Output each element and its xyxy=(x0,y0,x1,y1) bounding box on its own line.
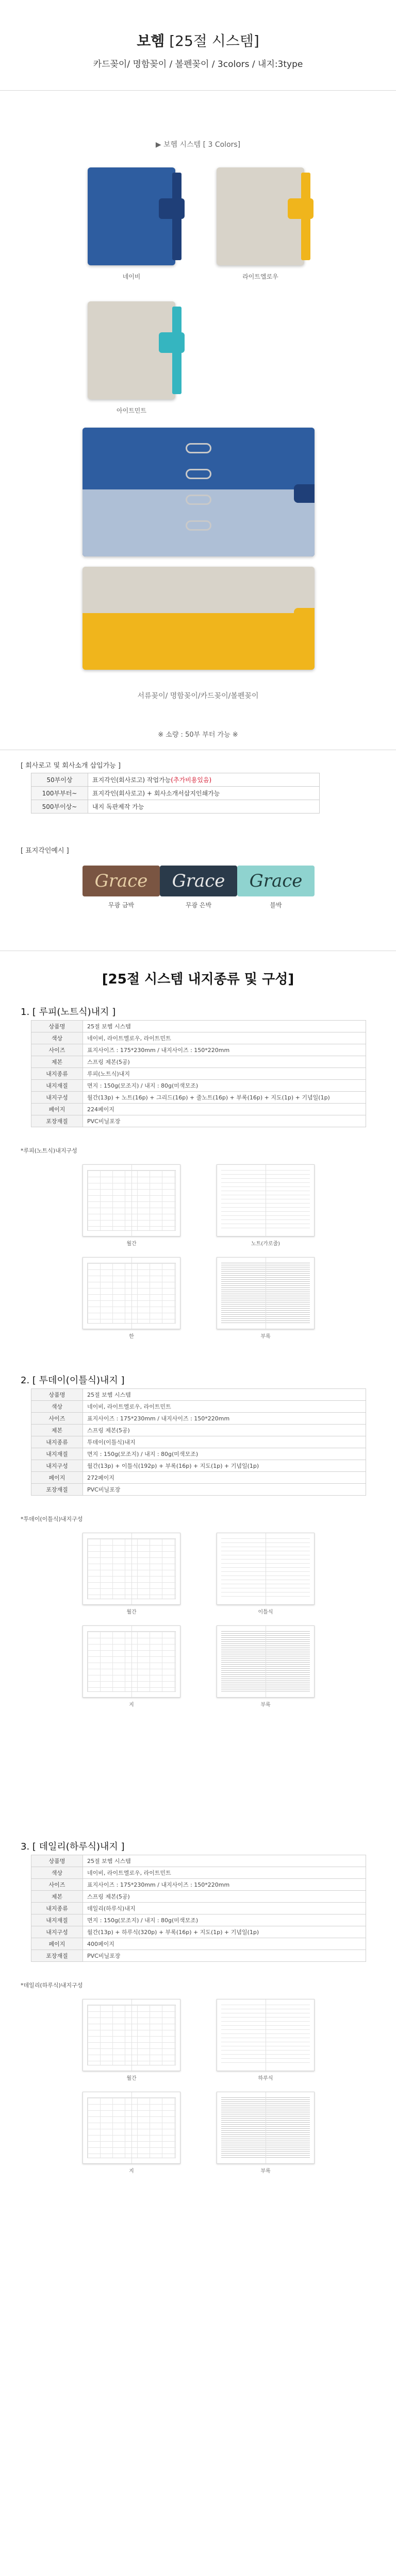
page-thumb-appendix xyxy=(217,1625,315,1698)
spec-key: 내지구성 xyxy=(31,1092,83,1104)
open-yellow-image xyxy=(82,567,315,670)
spec-value: 스프링 제본(5공) xyxy=(83,1891,366,1903)
logo-section-label: [ 회사로고 및 회사소개 삽입가능 ] xyxy=(21,762,121,770)
engrave-caption-black: 블박 xyxy=(270,902,282,909)
table-row xyxy=(31,1436,366,1448)
table-row xyxy=(31,1080,366,1092)
yellow-swatch xyxy=(217,167,304,265)
spec-key: 색상 xyxy=(31,1401,83,1413)
min-order-note: ※ 소량 : 50부 부터 가능 ※ xyxy=(158,731,238,739)
qty-cell: 50부이상 xyxy=(31,773,88,787)
table-row xyxy=(31,1914,366,1926)
spec-value: 표지사이즈 : 175*230mm / 내지사이즈 : 150*220mm xyxy=(83,1879,366,1891)
swatch-caption-mint: 아이트민트 xyxy=(117,407,146,414)
spec-value: 272페이지 xyxy=(83,1472,366,1484)
spec-key: 내지종류 xyxy=(31,1068,83,1080)
table-row xyxy=(31,1104,366,1115)
strap xyxy=(159,332,185,353)
table-row xyxy=(31,1032,366,1044)
spec-value: 네이비, 라이트엘로우, 라이트민트 xyxy=(83,1032,366,1044)
strap xyxy=(288,198,314,219)
pocket xyxy=(82,613,199,670)
diagram-label: *루피(노트식)내지구성 xyxy=(21,1147,77,1154)
thumb-caption: 지 xyxy=(129,2168,134,2174)
diagram-label: *데일리(하루식)내지구성 xyxy=(21,1982,83,1989)
spec-key: 사이즈 xyxy=(31,1044,83,1056)
page-fold xyxy=(131,1165,132,1236)
thumb-caption: 한 xyxy=(129,1334,134,1340)
desc-cell: 내지 독판제작 가능 xyxy=(88,800,320,814)
table-row xyxy=(31,1044,366,1056)
tab xyxy=(294,608,315,626)
spec-value: 표지사이즈 : 175*230mm / 내지사이즈 : 150*220mm xyxy=(83,1413,366,1425)
engrave-black: Grace xyxy=(237,866,315,896)
mint-swatch xyxy=(88,301,175,399)
table-row xyxy=(31,1068,366,1080)
spec-table xyxy=(31,1855,366,1962)
table-row xyxy=(31,773,320,787)
spec-key: 내지재질 xyxy=(31,1914,83,1926)
ring xyxy=(186,469,211,479)
qty-cell: 500부이상~ xyxy=(31,800,88,814)
spec-key: 페이지 xyxy=(31,1938,83,1950)
table-row xyxy=(31,787,320,800)
spec-key: 상품명 xyxy=(31,1021,83,1032)
title-sub: [25절 시스템] xyxy=(169,32,259,49)
colors-label: ▶ 보헴 시스템 [ 3 Colors] xyxy=(155,141,241,149)
page-thumb-monthly xyxy=(82,1164,180,1236)
desc-text: 표지각인(회사로고) 작업가능 xyxy=(92,776,171,784)
spec-value: 표지사이즈 : 175*230mm / 내지사이즈 : 150*220mm xyxy=(83,1044,366,1056)
spec-key: 색상 xyxy=(31,1032,83,1044)
spec-key: 내지구성 xyxy=(31,1926,83,1938)
swatch-caption-navy: 네이비 xyxy=(122,273,141,280)
spec-key: 포장재질 xyxy=(31,1115,83,1127)
table-row xyxy=(31,1425,366,1436)
divider xyxy=(0,90,396,91)
title-main: 보헴 xyxy=(137,32,165,49)
spec-value: 월간(13p) + 하루식(320p) + 부록(16p) + 지도(1p) + 기념일(1p) xyxy=(83,1926,366,1938)
page-thumb-daily xyxy=(217,1999,315,2071)
page-thumb-appendix xyxy=(217,2092,315,2164)
thumb-caption: 하루식 xyxy=(258,2076,273,2081)
table-row xyxy=(31,1021,366,1032)
thumb-caption: 부록 xyxy=(260,1334,271,1340)
thumb-caption: 월간 xyxy=(126,2076,137,2081)
table-row xyxy=(31,800,320,814)
spec-value: 루피(노트식)내지 xyxy=(83,1068,366,1080)
thumb-caption: 지 xyxy=(129,1702,134,1708)
page-subtitle: 카드꽂이/ 명함꽂이 / 볼펜꽂이 / 3colors / 내지:3type xyxy=(93,59,303,70)
spec-value: 면지 : 150g(모조지) / 내지 : 80g(미색모조) xyxy=(83,1080,366,1092)
spec-key: 내지종류 xyxy=(31,1903,83,1914)
spec-key: 내지재질 xyxy=(31,1080,83,1092)
engrave-caption-gold: 무광 금박 xyxy=(108,902,135,909)
desc-cell: 표지각인(회사로고) + 회사소개서삽지인쇄가능 xyxy=(88,787,320,800)
engrave-caption-silver: 무광 은박 xyxy=(185,902,212,909)
thumb-caption: 부록 xyxy=(260,1702,271,1708)
table-row xyxy=(31,1879,366,1891)
inner-pages-heading: [25절 시스템 내지종류 및 구성] xyxy=(102,972,294,987)
spec-key: 제본 xyxy=(31,1425,83,1436)
diagram-label: *투데이(이틀식)내지구성 xyxy=(21,1516,83,1522)
page-title xyxy=(0,30,396,50)
spec-value: 25절 보헴 시스템 xyxy=(83,1389,366,1401)
spec-value: 25절 보헴 시스템 xyxy=(83,1021,366,1032)
spec-key: 포장재질 xyxy=(31,1484,83,1496)
page-fold xyxy=(131,1999,132,2071)
spec-value: PVC비닐포장 xyxy=(83,1115,366,1127)
spec-value: 25절 보헴 시스템 xyxy=(83,1855,366,1867)
spec-key: 사이즈 xyxy=(31,1879,83,1891)
table-row xyxy=(31,1950,366,1962)
spec-title: 1. [ 루피(노트식)내지 ] xyxy=(21,1007,116,1018)
thumb-caption: 부록 xyxy=(260,2168,271,2174)
table-row xyxy=(31,1938,366,1950)
ring xyxy=(186,520,211,531)
spec-value: 224페이지 xyxy=(83,1104,366,1115)
page-thumb-grid xyxy=(82,1257,180,1329)
spec-title: 2. [ 투데이(이틀식)내지 ] xyxy=(21,1375,125,1386)
spec-value: 네이비, 라이트엘로우, 라이트민트 xyxy=(83,1401,366,1413)
spec-value: PVC비닐포장 xyxy=(83,1484,366,1496)
thumb-caption: 노트(가로줄) xyxy=(251,1241,280,1247)
logo-table xyxy=(31,773,320,814)
table-row xyxy=(31,1903,366,1914)
table-row xyxy=(31,1115,366,1127)
spec-key: 사이즈 xyxy=(31,1413,83,1425)
spec-key: 내지종류 xyxy=(31,1436,83,1448)
table-row xyxy=(31,1401,366,1413)
open-caption: 서류꽂이/ 명함꽂이/카드꽂이/볼펜꽂이 xyxy=(137,692,259,700)
page-fold xyxy=(131,1533,132,1604)
spec-value: 면지 : 150g(모조지) / 내지 : 80g(미색모조) xyxy=(83,1914,366,1926)
open-navy-image xyxy=(82,428,315,556)
spec-value: 400페이지 xyxy=(83,1938,366,1950)
engrave-gold: Grace xyxy=(82,866,160,896)
spec-key: 페이지 xyxy=(31,1472,83,1484)
note-text: (추가비용있음) xyxy=(171,776,212,784)
spec-value: 스프링 제본(5공) xyxy=(83,1056,366,1068)
navy-swatch xyxy=(88,167,175,265)
table-row xyxy=(31,1056,366,1068)
spec-value: 스프링 제본(5공) xyxy=(83,1425,366,1436)
page-thumb-map xyxy=(82,2092,180,2164)
page-fold xyxy=(131,1258,132,1329)
qty-cell: 100부부터~ xyxy=(31,787,88,800)
spec-value: PVC비닐포장 xyxy=(83,1950,366,1962)
table-row xyxy=(31,1460,366,1472)
page-thumb-note xyxy=(217,1164,315,1236)
spec-title: 3. [ 데일리(하루식)내지 ] xyxy=(21,1841,125,1852)
page-thumb-two-day xyxy=(217,1533,315,1605)
thumb-caption: 월간 xyxy=(126,1609,137,1615)
pocket xyxy=(82,489,199,556)
swatch-caption-yellow: 라이트엘로우 xyxy=(242,273,278,280)
table-row xyxy=(31,1855,366,1867)
spec-key: 제본 xyxy=(31,1056,83,1068)
table-row xyxy=(31,1448,366,1460)
table-row xyxy=(31,1472,366,1484)
spec-value: 투데이(이틀식)내지 xyxy=(83,1436,366,1448)
table-row xyxy=(31,1891,366,1903)
table-row xyxy=(31,1926,366,1938)
table-row xyxy=(31,1867,366,1879)
thumb-caption: 월간 xyxy=(126,1241,137,1247)
table-row xyxy=(31,1413,366,1425)
engrave-section-label: [ 표지각인예시 ] xyxy=(21,847,69,855)
spec-key: 내지재질 xyxy=(31,1448,83,1460)
spec-table xyxy=(31,1020,366,1127)
thumb-caption: 이틀식 xyxy=(258,1609,273,1615)
strap xyxy=(159,198,185,219)
page-thumb-map xyxy=(82,1625,180,1698)
ring xyxy=(186,495,211,505)
page-thumb-appendix xyxy=(217,1257,315,1329)
spec-key: 페이지 xyxy=(31,1104,83,1115)
spec-value: 월간(13p) + 이틀식(192p) + 부록(16p) + 지도(1p) + 기념일(1p) xyxy=(83,1460,366,1472)
spec-key: 색상 xyxy=(31,1867,83,1879)
spec-key: 상품명 xyxy=(31,1855,83,1867)
page-fold xyxy=(131,2092,132,2163)
spec-key: 제본 xyxy=(31,1891,83,1903)
spec-table xyxy=(31,1388,366,1496)
page-thumb-monthly xyxy=(82,1999,180,2071)
spec-value: 네이비, 라이트엘로우, 라이트민트 xyxy=(83,1867,366,1879)
spec-key: 포장재질 xyxy=(31,1950,83,1962)
desc-cell xyxy=(88,773,320,787)
spec-value: 월간(13p) + 노트(16p) + 그리드(16p) + 줄노트(16p) + 부록(16p) + 지도(1p) + 기념일(1p) xyxy=(83,1092,366,1104)
page-fold xyxy=(131,1626,132,1697)
spec-value: 데일리(하루식)내지 xyxy=(83,1903,366,1914)
ring xyxy=(186,443,211,453)
spec-key: 상품명 xyxy=(31,1389,83,1401)
table-row xyxy=(31,1092,366,1104)
table-row xyxy=(31,1484,366,1496)
spec-value: 면지 : 150g(모조지) / 내지 : 80g(미색모조) xyxy=(83,1448,366,1460)
table-row xyxy=(31,1389,366,1401)
tab xyxy=(294,484,315,503)
engrave-silver: Grace xyxy=(160,866,237,896)
page-thumb-monthly xyxy=(82,1533,180,1605)
spec-key: 내지구성 xyxy=(31,1460,83,1472)
